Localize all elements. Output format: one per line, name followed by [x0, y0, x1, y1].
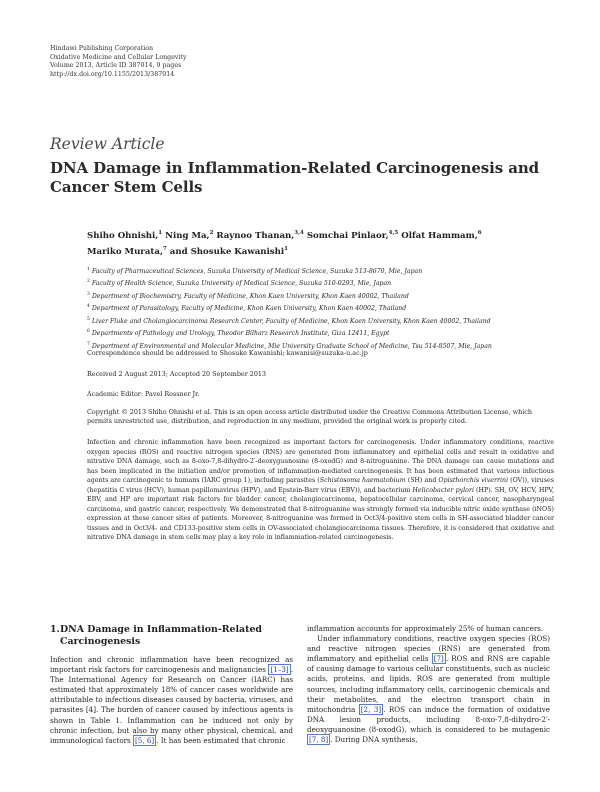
journal-header [50, 45, 187, 79]
body-paragraph: Under inflammatory conditions, reactive oxygen species (ROS) and reactive nitrogen species (RNS) are generated from inflammatory and epithelial cells [7] . ROS and RNS are capable of causing damage to various cellular constituents, such as nucleic acids, proteins, and lipids. ROS are generated from multiple sources, including inflammatory cells, carcinogenic chemicals and their metabolites, and the electron transport chain in mitochondria [2, 3] . ROS can induce the formation of oxidative DNA lesion products, including 8-oxo-7,8-dihydro-2′-deoxyguanosine (8-oxodG), which is considered to be mutagenic [7, 8] . During DNA synthesis, [307, 634, 550, 745]
affiliation: $^6$ Departments of Pathology and Urology, Theodor Bilharz Research Institute, Giza 12411, Egypt [87, 329, 390, 338]
affiliation: $^5$ Liver Fluke and Cholangiocarcinoma Research Center, Faculty of Medicine, Khon Kaen University, Khon Kaen 40002, Thailand [87, 316, 491, 325]
doi-link[interactable]: http://dx.doi.org/10.1155/2013/387014 [50, 70, 175, 78]
body-paragraph: inflammation accounts for approximately 25% of human cancers. [307, 624, 544, 633]
author: Shiho Ohnishi,$^1$ [87, 230, 163, 241]
volume-info: Volume 2013, Article ID 387014, 9 pages [50, 62, 182, 70]
journal-name: Oxidative Medicine and Cellular Longevity [50, 53, 187, 61]
author: Somchai Pinlaor,$^{4,5}$ [306, 230, 399, 241]
affiliation: $^2$ Faculty of Health Science, Suzuka University of Medical Science, Suzuka 510-0293, Mie, Japan [87, 279, 392, 288]
citation-link[interactable]: [2, 3] [360, 704, 382, 714]
author-list [87, 227, 557, 259]
academic-editor: Academic Editor: Pavel Rossner Jr. [87, 390, 200, 398]
body-column-left [50, 624, 293, 746]
abstract: Infection and chronic inflammation have been recognized as important factors for carcinogenesis. Under inflammatory conditions, reactive oxygen species (ROS) and reactive nitrogen species (RNS) are generated from inflammatory and epithelial cells and result in oxidative and nitrative DNA damage, such as 8-oxo-7,8-dihydro-2′-deoxyguanosine (8-oxodG) and 8-nitroguanine. The DNA damage can cause mutations and has been implicated in the initiation and/or promotion of inflammation-mediated carcinogenesis. It has been estimated that various infectious agents are carcinogenic to humans (IARC group 1), including parasites (Schistosoma haematobium (SH) and Opisthorchis viverrini (OV)), viruses (hepatitis C virus (HCV), human papillomavirus (HPV), and Epstein-Barr virus (EBV)), and bacterium Helicobacter pylori (HP). SH, OV, HCV, HPV, EBV, and HP are important risk factors for bladder cancer, cholangiocarcinoma, hepatocellular carcinoma, cervical cancer, nasopharyngeal carcinoma, and gastric cancer, respectively. We demonstrated that 8-nitroguanine was strongly formed via inducible nitric oxide synthase (iNOS) expression at these cancer sites of patients. Moreover, 8-nitroguanine was formed in Oct3/4-positive stem cells in SH-associated bladder cancer tissues and in Oct3/4- and CD133-positive stem cells in OV-associated cholangiocarcinoma tissues. Therefore, it is considered that oxidative and nitrative DNA damage in stem cells may play a key role in inflammation-related carcinogenesis. [87, 439, 555, 542]
article-type: Review Article [50, 135, 165, 153]
citation-link[interactable]: [7, 8] [309, 735, 329, 745]
citation-link[interactable]: [7] [433, 654, 444, 664]
received-dates: Received 2 August 2013; Accepted 20 September 2013 [87, 370, 267, 378]
citation-link[interactable]: [1–3] [270, 665, 289, 675]
body-paragraph: Infection and chronic inflammation have been recognized as important risk factors for carcinogenesis and malignancies [1–3] . The International Agency for Research on Cancer (IARC) has estimated that approximately 18% of cancer cases worldwide are attributable to infectious diseases caused by bacteria, viruses, and parasites [4]. The burden of cancer caused by infectious agents is shown in Table 1. Inflammation can be induced not only by chronic infection, but also by many other physical, chemical, and immunological factors [5, 6] . It has been estimated that chronic [50, 655, 293, 745]
affiliation: $^1$ Faculty of Pharmaceutical Sciences, Suzuka University of Medical Science, Suzuka 513-8670, Mie, Japan [87, 267, 423, 276]
section-heading: 1.DNA Damage in Inflammation-Related Carcinogenesis [50, 624, 262, 647]
body-column-right [307, 624, 550, 745]
copyright: Copyright © 2013 Shiho Ohnishi et al. This is an open access article distributed under the Creative Commons Attribution License, which permits unrestricted use, distribution, and reproduction in any medium, provided the original work is properly cited. [87, 408, 532, 426]
correspondence: Correspondence should be addressed to Shosuke Kawanishi; kawanisi@suzuka-u.ac.jp [87, 349, 368, 357]
paper-title: DNA Damage in Inflammation-Related Carcinogenesis and Cancer Stem Cells [50, 159, 540, 196]
affiliation: $^3$ Department of Biochemistry, Faculty of Medicine, Khon Kaen University, Khon Kaen 40002, Thailand [87, 291, 409, 300]
author: Raynoo Thanan,$^{3,4}$ [216, 230, 304, 241]
citation-link[interactable]: [5, 6] [135, 735, 155, 745]
affiliation: $^4$ Department of Parasitology, Faculty of Medicine, Khon Kaen University, Khon Kaen 40002, Thailand [87, 304, 407, 313]
author: Ning Ma,$^2$ [165, 230, 214, 241]
affiliation: $^7$ Department of Environmental and Molecular Medicine, Mie University Graduate School of Medicine, Tsu 514-8507, Mie, Japan [87, 341, 492, 350]
publisher: Hindawi Publishing Corporation [50, 45, 154, 52]
affiliation-list [87, 265, 557, 352]
author: Olfat Hammam,$^6$ [401, 230, 482, 241]
author: and Shosuke Kawanishi$^1$ [169, 245, 288, 257]
author: Mariko Murata,$^7$ [87, 245, 167, 257]
